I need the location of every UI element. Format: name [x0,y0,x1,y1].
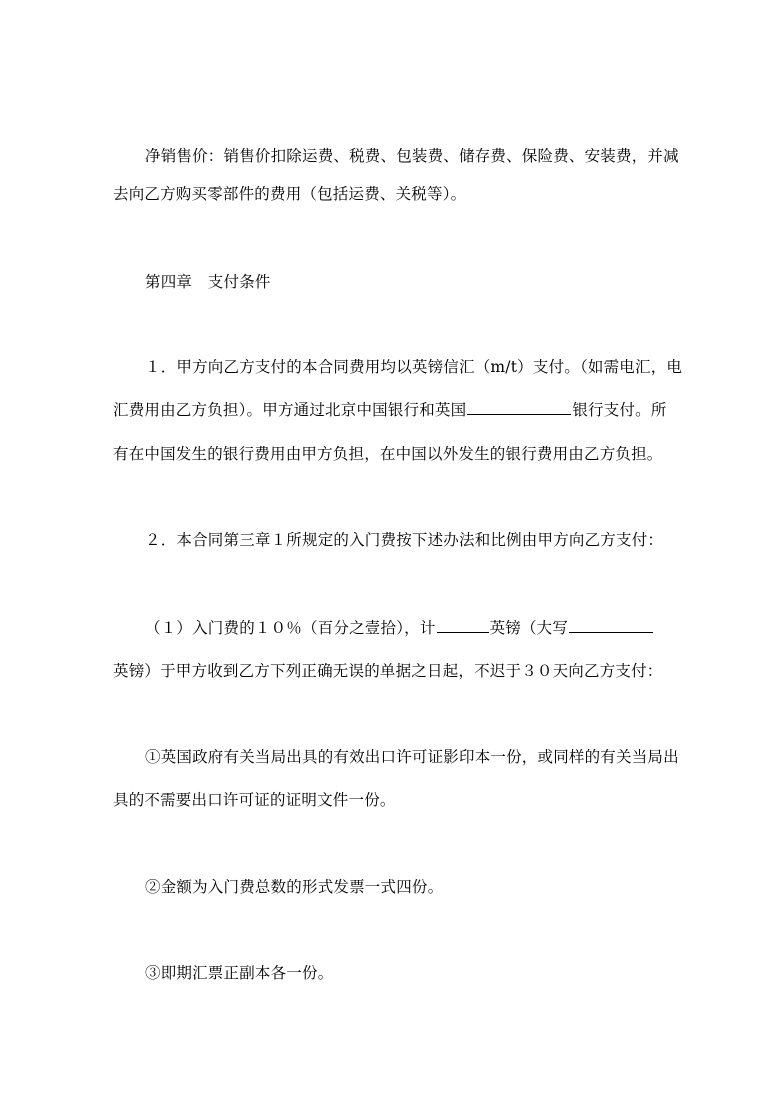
document-3-line: ③即期汇票正副本各一份。 [145,964,334,982]
item-1-line-2-text-b: 银行支付。所 [572,401,667,419]
net-sales-paragraph-line-1: 净销售价：销售价扣除运费、税费、包装费、储存费、保险费、安装费，并减 [145,147,679,165]
item-1-line-3: 有在中国发生的银行费用由甲方负担，在中国以外发生的银行费用由乙方负担。 [113,445,663,463]
net-sales-paragraph-line-2: 去向乙方购买零部件的费用（包括运费、关税等）。 [113,185,467,203]
item-1-line-2 [113,399,673,421]
amount-in-words-blank [569,618,653,633]
sub-item-1-text-a: （１）入门费的１０％（百分之壹拾），计 [145,619,436,637]
item-2-line-1: ２．本合同第三章１所规定的入门费按下述办法和比例由甲方向乙方支付： [145,531,664,549]
amount-blank [437,618,489,633]
document-1-line-1: ①英国政府有关当局出具的有效出口许可证影印本一份，或同样的有关当局出 [145,748,679,766]
chapter-heading: 第四章 支付条件 [145,273,271,291]
document-1-line-2: 具的不需要出口许可证的证明文件一份。 [113,791,396,809]
document-2-line: ②金额为入门费总数的形式发票一式四份。 [145,878,444,896]
item-1-line-2-text-a: 汇费用由乙方负担）。甲方通过北京中国银行和英国 [113,401,467,419]
sub-item-1-line-1 [145,617,705,639]
sub-item-1-text-b: 英镑（大写 [489,619,569,637]
sub-item-1-line-2: 英镑）于甲方收到乙方下列正确无误的单据之日起，不迟于３０天向乙方支付： [113,662,663,680]
item-1-line-1: １．甲方向乙方支付的本合同费用均以英镑信汇（m/t）支付。（如需电汇，电 [145,358,683,376]
bank-name-blank [467,400,571,415]
